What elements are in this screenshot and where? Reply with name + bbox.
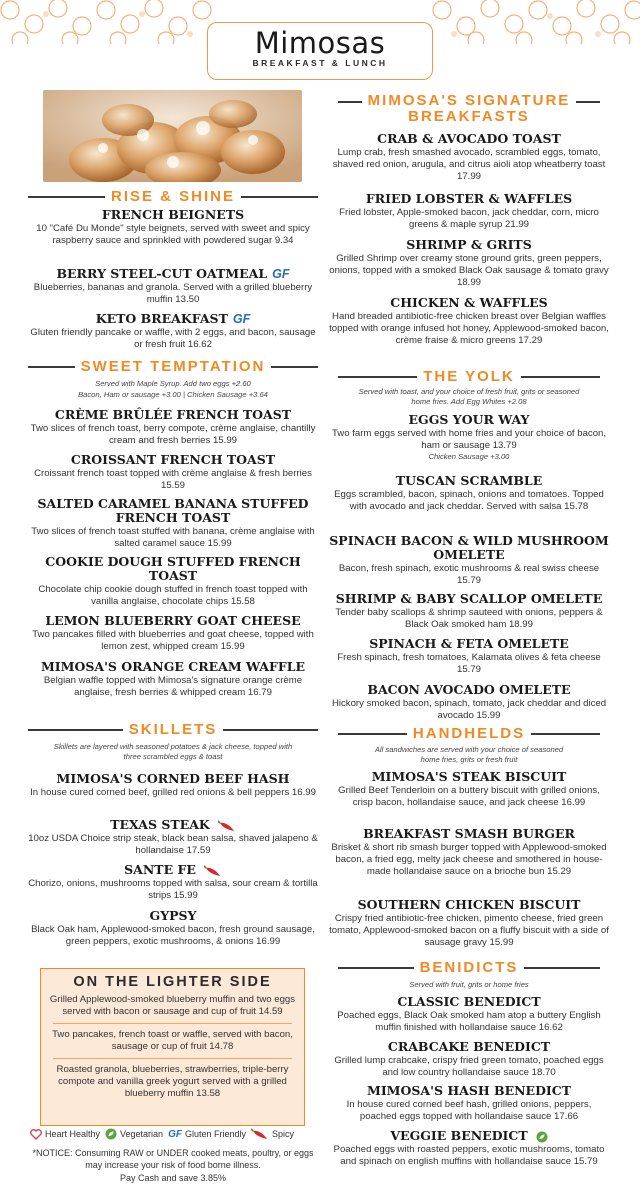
menu-item-crab-avocado <box>328 132 610 183</box>
section-the-yolk <box>328 367 610 387</box>
item-name: EGGS YOUR WAY <box>408 412 530 427</box>
pepper-icon <box>218 820 236 832</box>
legend-spicy <box>251 1128 294 1140</box>
menu-item-crabcake-benedict <box>328 1040 610 1079</box>
item-name: CLASSIC BENEDICT <box>397 994 541 1009</box>
section-title: SWEET TEMPTATION <box>75 357 272 377</box>
item-name: BACON AVOCADO OMELETE <box>367 682 571 697</box>
legend-label: Vegetarian <box>120 1129 164 1139</box>
lighter-option: Roasted granola, blueberries, strawberries, triple-berry compote and vanilla greek yogurt served with a grilled blueberry muffin 13.58 <box>56 1064 289 1099</box>
gf-badge: GF <box>232 312 251 326</box>
title-line: MIMOSA'S SIGNATURE <box>367 92 571 109</box>
item-desc: Hickory smoked bacon, spinach, tomato, jack cheddar and diced avocado 15.99 <box>331 698 607 721</box>
legend-label: Spicy <box>272 1129 295 1139</box>
section-note: Skillets are layered with seasoned potatoes & jack cheese, topped with three scrambled eggs & toast <box>53 742 293 761</box>
section-note: Served with fruit, grits or home fries <box>409 980 529 989</box>
item-name: MIMOSA'S STEAK BISCUIT <box>371 769 567 784</box>
menu-item-smash-burger <box>328 827 610 878</box>
menu-item-southern-chicken-biscuit <box>328 898 610 949</box>
item-desc: Poached eggs, Black Oak smoked ham atop a buttery English muffin finished with hollandaise sauce 16.62 <box>337 1010 601 1033</box>
item-name: GYPSY <box>149 908 197 923</box>
item-name: TEXAS STEAK <box>110 817 210 832</box>
section-title: BENIDICTS <box>414 958 525 978</box>
item-desc: Croissant french toast topped with crème anglaise & fresh berries 15.59 <box>34 468 312 491</box>
item-desc: 10 "Café Du Monde" style beignets, served with sweet and spicy raspberry sauce and sprinkled with powdered sugar 9.34 <box>36 223 310 246</box>
menu-item-corned-beef-hash <box>28 772 318 799</box>
menu-item-orange-cream-waffle <box>28 660 318 699</box>
divider <box>53 1058 292 1059</box>
item-desc: Two slices of french toast, berry compote, crème anglaise, chantilly cream and fresh berries 15.99 <box>30 423 316 446</box>
brand-tagline: BREAKFAST & LUNCH <box>252 58 388 68</box>
pepper-icon <box>204 865 222 877</box>
legend-gf <box>168 1129 246 1140</box>
menu-item-shrimp-scallop-omelete <box>328 592 610 631</box>
item-desc: Hand breaded antibiotic-free chicken breast over Belgian waffles topped with orange infused hot honey, Applewood-smoked bacon, crème fraise & micro greens 17.29 <box>329 311 609 346</box>
item-desc: Lump crab, fresh smashed avocado, scrambled eggs, tomato, shaved red onion, arugula, and citrus aioli atop wheatberry toast 17.99 <box>332 147 606 182</box>
lighter-option: Two pancakes, french toast or waffle, served with bacon, sausage or cup of fruit 14.78 <box>52 1029 293 1052</box>
item-name: SALTED CARAMEL BANANA STUFFED FRENCH TOAST <box>37 496 309 525</box>
item-desc: Belgian waffle topped with Mimosa's signature orange crème anglaise, fresh berries & whipped cream 16.79 <box>43 675 303 698</box>
item-desc: Two slices of french toast stuffed with banana, crème anglaise with salted caramel sauce 15.99 <box>31 526 315 549</box>
menu-item-steak-biscuit <box>328 770 610 809</box>
item-name: SPINACH BACON & WILD MUSHROOM OMELETE <box>329 533 609 562</box>
leaf-icon <box>105 1128 117 1140</box>
section-title: HANDHELDS <box>407 724 531 744</box>
menu-item-berry-oatmeal <box>28 267 318 306</box>
section-handhelds <box>328 724 610 744</box>
lighter-side-box <box>40 968 305 1126</box>
item-desc: Poached eggs with roasted peppers, exotic mushrooms, tomato and spinach on english muffins with hollandaise sauce 15.79 <box>333 1144 605 1167</box>
pay-cash-note: Pay Cash and save 3.85% <box>119 1173 227 1183</box>
item-desc: Grilled Beef Tenderloin on a buttery biscuit with grilled onions, crisp bacon, hollandaise sauce, and jack cheese 16.99 <box>338 785 600 808</box>
menu-item-french-beignets <box>28 208 318 247</box>
section-title: RISE & SHINE <box>105 187 241 207</box>
menu-item-creme-brulee <box>28 408 318 447</box>
section-benedicts <box>328 958 610 978</box>
item-desc: Eggs scrambled, bacon, spinach, onions and tomatoes. Topped with avocado and jack cheddar. Served with salsa 15.78 <box>334 489 604 512</box>
section-note: Served with toast, and your choice of fresh fruit, grits or seasoned home fries. Add Egg Whites +2.08 <box>358 387 580 406</box>
menu-item-classic-benedict <box>328 995 610 1034</box>
item-name: COOKIE DOUGH STUFFED FRENCH TOAST <box>45 554 301 583</box>
item-name: CROISSANT FRENCH TOAST <box>70 452 276 467</box>
menu-item-spinach-bacon-omelete <box>328 534 610 587</box>
beignets-photo <box>43 90 302 182</box>
item-desc: Blueberries, bananas and granola. Served with a grilled blueberry muffin 13.50 <box>33 282 313 305</box>
brand-name: Mimosas <box>254 26 386 60</box>
dietary-legend <box>30 1128 310 1140</box>
item-desc: Two farm eggs served with home fries and your choice of bacon, ham or sausage 13.79 <box>331 428 607 451</box>
section-title: ON THE LIGHTER SIDE <box>73 974 272 990</box>
menu-item-hash-benedict <box>328 1084 610 1123</box>
item-name: MIMOSA'S HASH BENEDICT <box>366 1083 572 1098</box>
item-desc: Chorizo, onions, mushrooms topped with salsa, sour cream & tortilla strips 15.99 <box>28 878 318 901</box>
menu-item-croissant-toast <box>28 453 318 492</box>
item-desc: Bacon, fresh spinach, exotic mushrooms & real swiss cheese 15.79 <box>338 563 600 586</box>
item-name: SOUTHERN CHICKEN BISCUIT <box>357 897 581 912</box>
section-rise-shine <box>28 187 318 207</box>
item-extra: Chicken Sausage +3.00 <box>428 452 510 461</box>
item-name: SPINACH & FETA OMELETE <box>369 636 569 651</box>
item-name: CRAB & AVOCADO TOAST <box>377 131 561 146</box>
item-desc: Black Oak ham, Applewood-smoked bacon, fresh ground sausage, green peppers, exotic mushrooms, & onions 16.99 <box>31 924 315 947</box>
heart-icon <box>30 1129 42 1140</box>
menu-item-keto-breakfast <box>28 312 318 351</box>
item-name: BERRY STEEL-CUT OATMEAL <box>56 266 268 281</box>
menu-item-fried-lobster <box>328 192 610 231</box>
item-name: TUSCAN SCRAMBLE <box>395 473 543 488</box>
item-name: MIMOSA'S ORANGE CREAM WAFFLE <box>40 659 306 674</box>
item-desc: Two pancakes filled with blueberries and goat cheese, topped with lemon zest, whipped cream 15.99 <box>32 629 314 652</box>
item-name: CRÈME BRÛLÉE FRENCH TOAST <box>54 407 292 422</box>
legend-veg <box>105 1128 163 1140</box>
gf-icon: GF <box>168 1128 182 1140</box>
item-desc: 10oz USDA Choice strip steak, black bean salsa, shaved jalapeno & hollandaise 17.59 <box>28 833 318 856</box>
legend-heart <box>30 1129 100 1140</box>
item-desc: In house cured corned beef, grilled red onions & bell peppers 16.99 <box>30 787 316 798</box>
item-desc: Crispy fried antibiotic-free chicken, pimento cheese, fried green tomato, Applewood-smoked bacon on a fluffy biscuit with a side of sausage gravy 15.99 <box>329 913 609 948</box>
menu-item-tuscan-scramble <box>328 474 610 513</box>
menu-item-eggs-your-way <box>328 413 610 462</box>
item-name: SHRIMP & BABY SCALLOP OMELETE <box>335 591 603 606</box>
item-name: MIMOSA'S CORNED BEEF HASH <box>56 771 290 786</box>
logo <box>207 22 433 80</box>
menu-item-bacon-avocado-omelete <box>328 683 610 722</box>
section-sweet-temptation <box>28 357 318 377</box>
item-desc: Fried lobster, Apple-smoked bacon, jack cheddar, corn, micro greens & maple syrup 21.99 <box>339 207 599 230</box>
item-desc: Gluten friendly pancake or waffle, with 2 eggs, and bacon, sausage or fresh fruit 16.62 <box>30 327 316 350</box>
section-title: THE YOLK <box>417 367 521 387</box>
legend-label: Heart Healthy <box>45 1129 101 1139</box>
legend-label: Gluten Friendly <box>184 1129 246 1139</box>
section-note: Served with Maple Syrup. Add two eggs +2.60 <box>95 379 251 388</box>
leaf-icon <box>536 1131 548 1143</box>
divider <box>53 1023 292 1024</box>
item-name: CHICKEN & WAFFLES <box>390 295 548 310</box>
item-name: FRENCH BEIGNETS <box>101 207 245 222</box>
item-desc: Tender baby scallops & shrimp sauteed with onions, peppers & Black Oak smoked ham 18.99 <box>335 607 603 630</box>
menu-item-shrimp-grits <box>328 238 610 289</box>
menu-item-gypsy <box>28 909 318 948</box>
menu-item-salted-caramel <box>28 497 318 550</box>
menu-item-veggie-benedict <box>328 1129 610 1168</box>
section-note: Bacon, Ham or sausage +3.00 | Chicken Sausage +3.64 <box>78 390 268 399</box>
item-desc: In house cured corned beef hash, grilled onions, peppers, poached eggs topped with hollandaise sauce 17.66 <box>346 1099 592 1122</box>
menu-item-texas-steak <box>28 818 318 857</box>
item-desc: Fresh spinach, fresh tomatoes, Kalamata olives & feta cheese 15.79 <box>337 652 601 675</box>
item-desc: Brisket & short rib smash burger topped with Applewood-smoked bacon, a fried egg, melty jack cheese and smothered in house-made hollandaise sauce on a brioche bun 15.29 <box>331 842 607 877</box>
menu-item-chicken-waffles <box>328 296 610 347</box>
menu-item-spinach-feta-omelete <box>328 637 610 676</box>
menu-item-cookie-dough <box>28 555 318 608</box>
item-name: SANTE FE <box>124 862 196 877</box>
section-title <box>362 92 577 125</box>
pepper-icon <box>251 1128 269 1140</box>
item-name: FRIED LOBSTER & WAFFLES <box>365 191 573 206</box>
menu-item-lemon-blueberry <box>28 614 318 653</box>
menu-item-sante-fe <box>28 863 318 902</box>
title-line: BREAKFASTS <box>408 108 530 125</box>
item-name: VEGGIE BENEDICT <box>390 1128 528 1143</box>
section-note: All sandwiches are served with your choice of seasoned home fries, grits or fresh fruit <box>374 745 564 764</box>
item-desc: Grilled Shrimp over creamy stone ground grits, green peppers, onions, topped with a smoked Black Oak sausage & tomato gravy 18.99 <box>329 253 609 288</box>
section-signature <box>328 92 610 124</box>
gf-badge: GF <box>272 267 290 281</box>
item-name: BREAKFAST SMASH BURGER <box>363 826 575 841</box>
lighter-option: Grilled Applewood-smoked blueberry muffin and two eggs served with bacon or sausage and cup of fruit 14.59 <box>49 994 296 1017</box>
item-name: CRABCAKE BENEDICT <box>387 1039 551 1054</box>
food-safety-notice: *NOTICE: Consuming RAW or UNDER cooked meats, poultry, or eggs may increase your risk of food borne illness. <box>32 1148 314 1170</box>
item-desc: Grilled lump crabcake, crispy fried green tomato, poached eggs and low country hollandaise sauce 18.70 <box>334 1055 604 1078</box>
item-desc: Chocolate chip cookie dough stuffed in french toast topped with vanilla anglaise, chocolate chips 15.58 <box>38 584 308 607</box>
section-skillets <box>28 720 318 740</box>
item-name: KETO BREAKFAST <box>95 311 228 326</box>
item-name: SHRIMP & GRITS <box>406 237 532 252</box>
item-name: LEMON BLUEBERRY GOAT CHEESE <box>45 613 301 628</box>
section-title: SKILLETS <box>123 720 224 740</box>
